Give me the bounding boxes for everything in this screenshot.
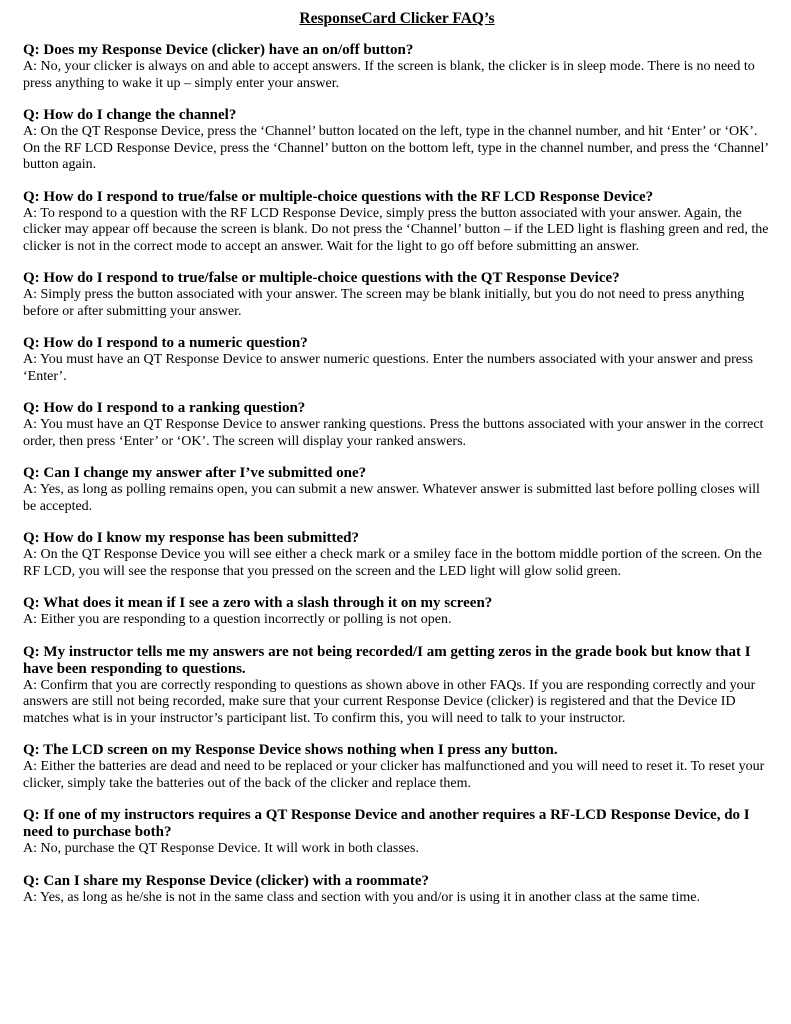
faq-question: Q: The LCD screen on my Response Device shows nothing when I press any button.	[23, 742, 558, 758]
faq-item-qt-respond	[23, 270, 771, 320]
faq-item-submitted	[23, 530, 771, 580]
faq-item-ranking	[23, 400, 771, 450]
faq-question: Q: If one of my instructors requires a QT Response Device and another requires a RF-LCD Response Device, do I need to purchase both?	[23, 807, 750, 840]
faq-question: Q: Does my Response Device (clicker) have an on/off button?	[23, 42, 414, 58]
faq-question: Q: How do I respond to true/false or multiple-choice questions with the QT Response Device?	[23, 270, 620, 286]
faq-answer: A: On the QT Response Device, press the ‘Channel’ button located on the left, type in the channel number, and hit ‘Enter’ or ‘OK’. On the RF LCD Response Device, press the ‘Channel’ button on the bottom left, type in the channel number, and press the ‘Channel’ button again.	[23, 124, 769, 172]
faq-answer: A: On the QT Response Device you will see either a check mark or a smiley face in the bottom middle portion of the screen. On the RF LCD, you will see the response that you pressed on the screen and the LED light will glow solid green.	[23, 547, 762, 579]
faq-item-purchase-both	[23, 807, 771, 858]
faq-answer: A: Yes, as long as polling remains open, you can submit a new answer. Whatever answer is submitted last before polling closes will be accepted.	[23, 482, 760, 514]
faq-question: Q: My instructor tells me my answers are not being recorded/I am getting zeros in the grade book but know that I have been responding to questions.	[23, 643, 751, 677]
faq-answer: A: Simply press the button associated with your answer. The screen may be blank initially, but you do not need to press anything before or after submitting your answer.	[23, 287, 745, 319]
faq-answer: A: No, your clicker is always on and able to accept answers. If the screen is blank, the clicker is in sleep mode. There is no need to press anything to wake it up – simply enter your answer.	[23, 59, 755, 91]
faq-item-not-recorded	[23, 644, 771, 728]
faq-question: Q: How do I change the channel?	[23, 107, 237, 123]
faq-question: Q: How do I respond to a ranking question?	[23, 400, 306, 416]
document-title: ResponseCard Clicker FAQ’s	[299, 10, 495, 27]
faq-item-change-answer	[23, 465, 771, 515]
faq-item-lcd-blank	[23, 742, 771, 792]
faq-answer: A: Either the batteries are dead and need to be replaced or your clicker has malfunctioned and you will need to reset it. To reset your clicker, simply take the batteries out of the back of the clicker and replace them.	[23, 759, 765, 791]
faq-item-zero-slash	[23, 595, 771, 629]
faq-question: Q: What does it mean if I see a zero with a slash through it on my screen?	[23, 595, 493, 611]
faq-item-rf-lcd-respond	[23, 189, 771, 256]
faq-question: Q: Can I change my answer after I’ve submitted one?	[23, 465, 367, 481]
faq-answer: A: Either you are responding to a question incorrectly or polling is not open.	[23, 612, 452, 627]
faq-item-share	[23, 873, 771, 907]
faq-item-channel	[23, 107, 771, 174]
faq-answer: A: You must have an QT Response Device to answer ranking questions. Press the buttons associated with your answer in the correct order, then press ‘Enter’ or ‘OK’. The screen will display your ranked answers.	[23, 417, 764, 449]
faq-question: Q: How do I know my response has been submitted?	[23, 530, 360, 546]
faq-item-power	[23, 42, 771, 92]
faq-answer: A: Confirm that you are correctly responding to questions as shown above in other FAQs. If you are responding correctly and your answers are still not being recorded, make sure that your current Response Device (clicker) is registered and that the Device ID matches what is in your instructor’s participant list. To confirm this, you will need to talk to your instructor.	[23, 677, 756, 726]
faq-question: Q: Can I share my Response Device (clicker) with a roommate?	[23, 872, 430, 889]
faq-document	[23, 10, 771, 921]
faq-answer: A: No, purchase the QT Response Device. It will work in both classes.	[23, 841, 419, 856]
faq-question: Q: How do I respond to a numeric question?	[23, 335, 308, 351]
faq-item-numeric	[23, 335, 771, 385]
faq-question: Q: How do I respond to true/false or multiple-choice questions with the RF LCD Response Device?	[23, 188, 654, 205]
faq-answer: A: Yes, as long as he/she is not in the same class and section with you and/or is using it in another class at the same time.	[23, 889, 700, 905]
faq-answer: A: You must have an QT Response Device to answer numeric questions. Enter the numbers associated with your answer and press ‘Enter’.	[23, 352, 753, 384]
faq-answer: A: To respond to a question with the RF LCD Response Device, simply press the button associated with your answer. Again, the clicker may appear off because the screen is blank. Do not press the ‘Channel’ button – if the LED light is flashing green and red, the clicker is not in the correct mode to accept an answer. Wait for the light to go off before submitting an answer.	[23, 205, 769, 254]
